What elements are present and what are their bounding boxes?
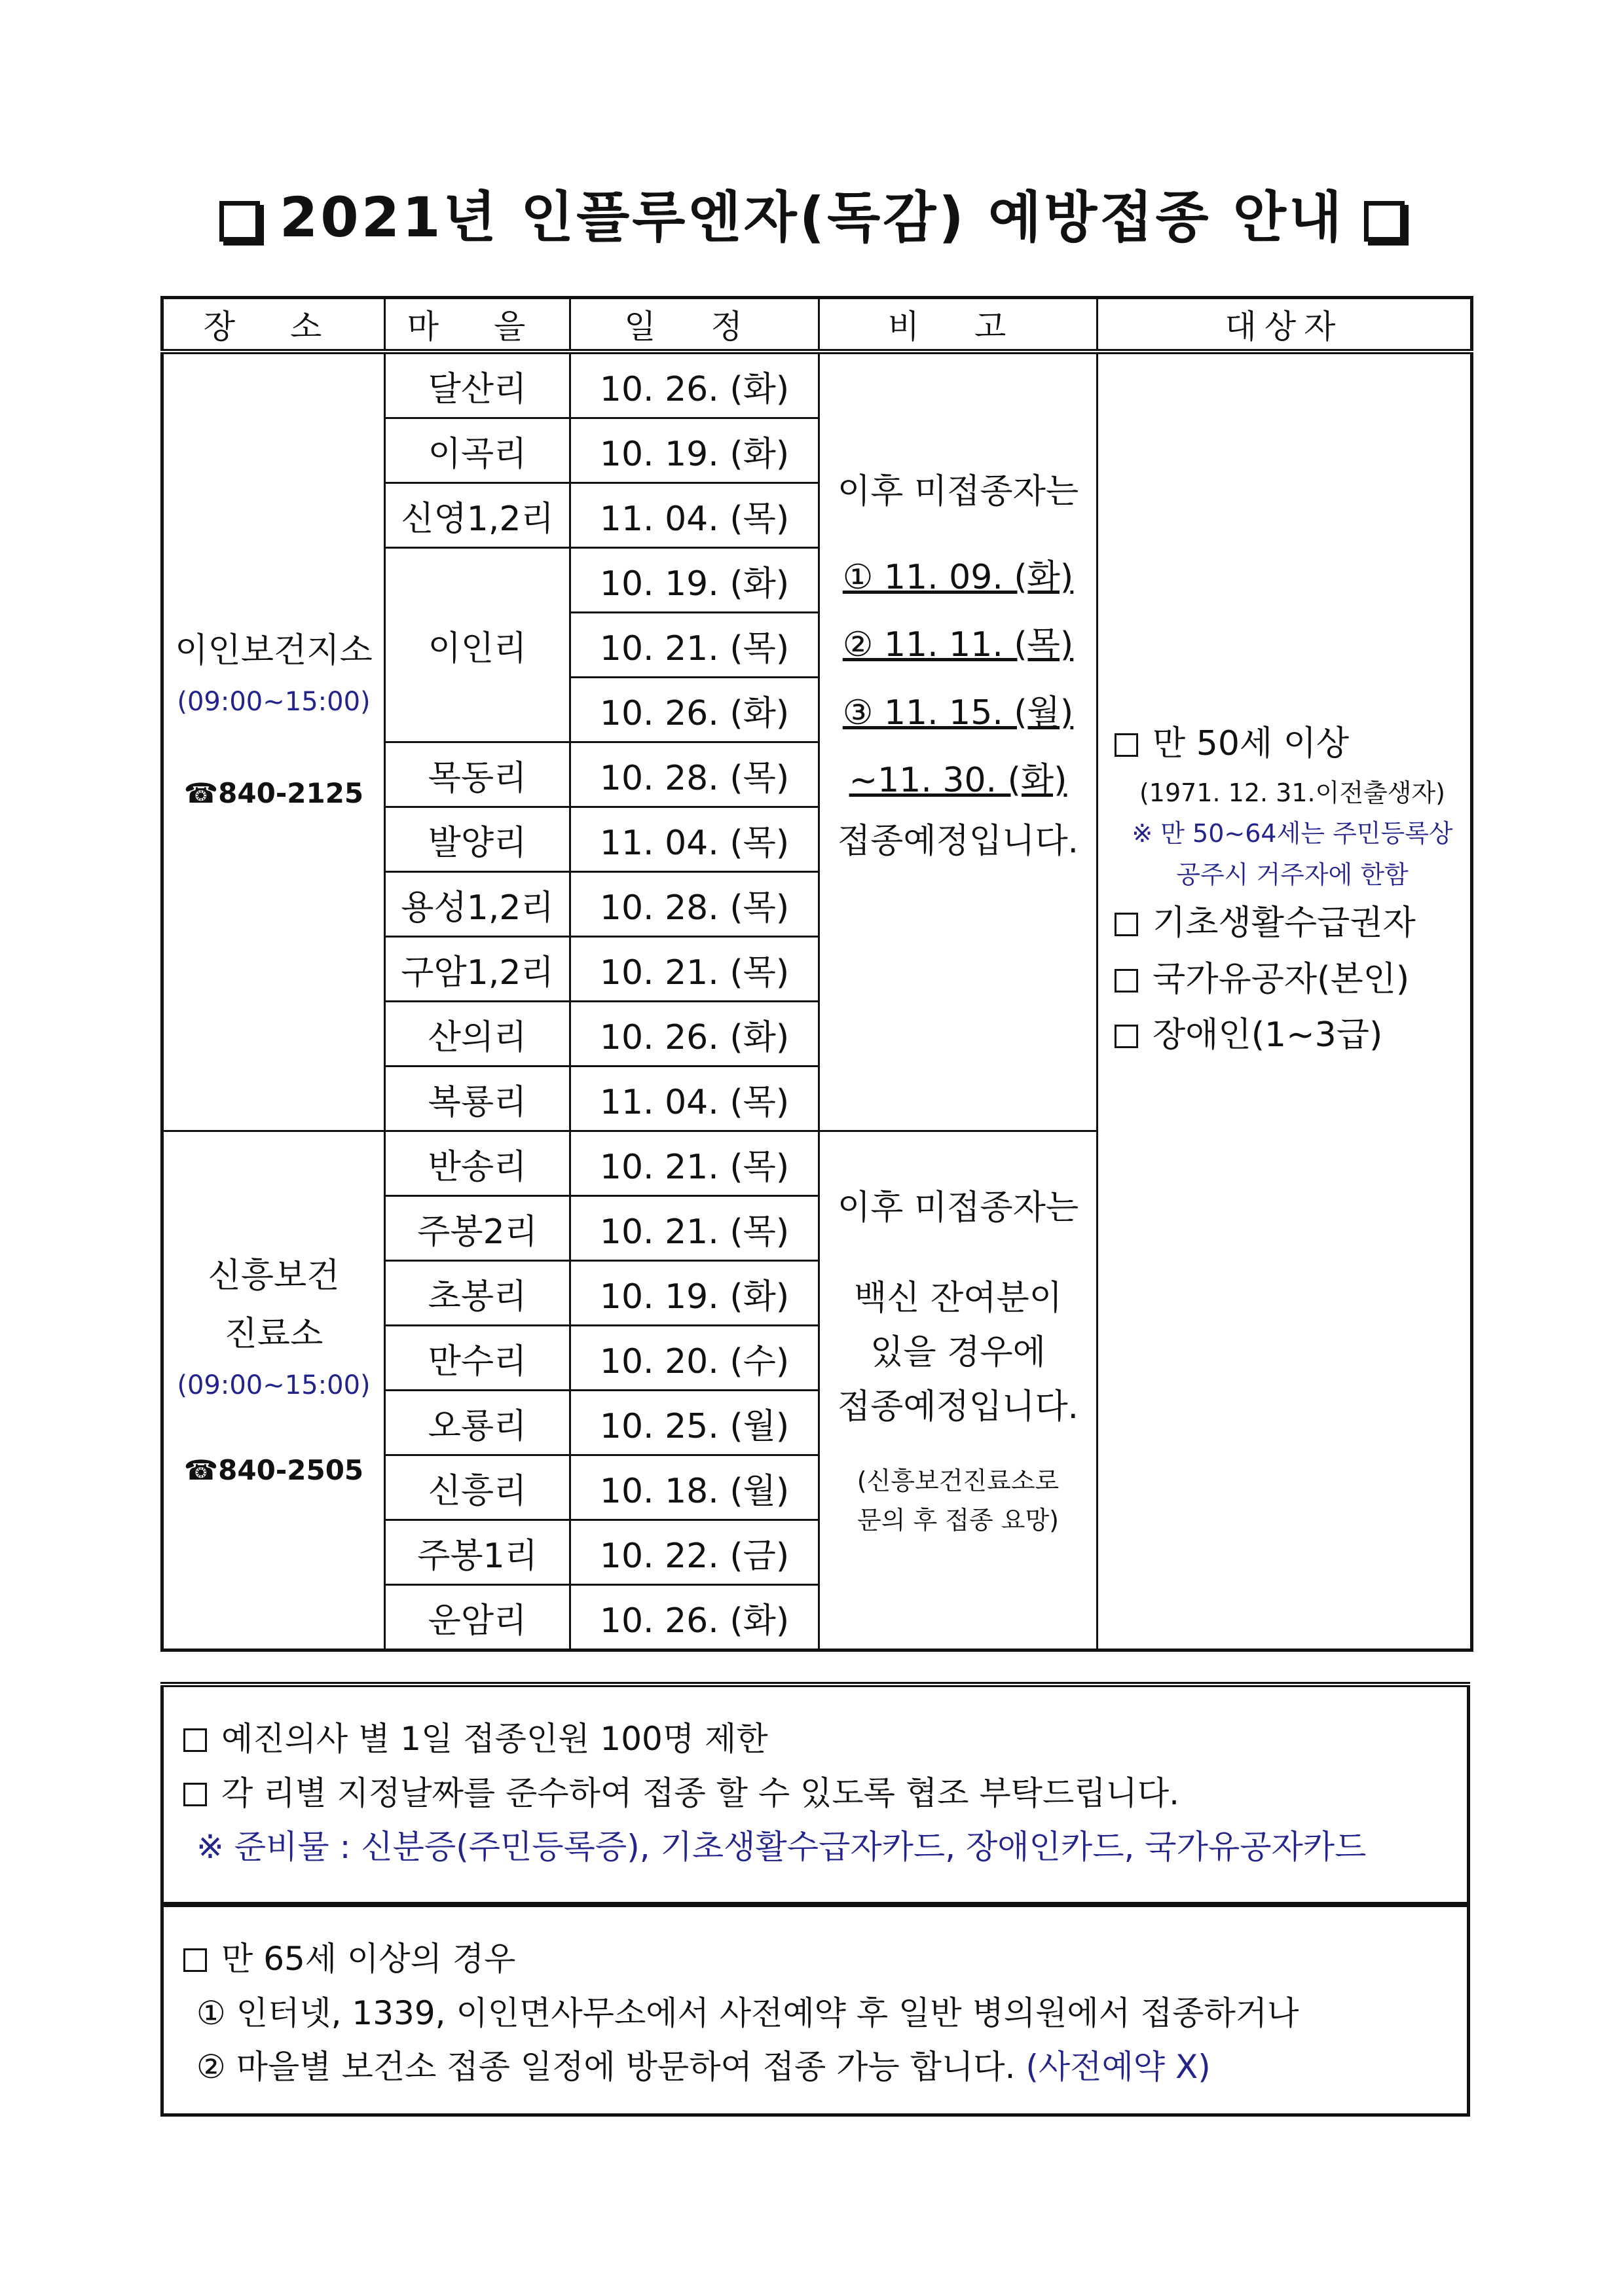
site2-hours: (09:00~15:00) (177, 1370, 371, 1401)
checkbox-icon (183, 1783, 207, 1806)
date-cell: 10. 21. (목) (570, 1196, 819, 1261)
village-cell: 신영1,2리 (385, 483, 570, 548)
village-cell: 오룡리 (385, 1391, 570, 1455)
village-cell: 이곡리 (385, 418, 570, 483)
header-place: 장 소 (162, 298, 385, 352)
village-cell: 반송리 (385, 1131, 570, 1196)
date-cell: 10. 26. (화) (570, 678, 819, 742)
senior-section: 만 65세 이상의 경우 ① 인터넷, 1339, 이인면사무소에서 사전예약 후 일반 병의원에서 접종하거나 ② 마을별 보건소 접종 일정에 방문하여 접종 가능 합니다. (사전예약 X) (160, 1906, 1470, 2117)
site1-phone: ☎840-2125 (183, 777, 364, 809)
checkbox-icon (183, 1728, 207, 1752)
date-cell: 10. 19. (화) (570, 1261, 819, 1326)
checkbox-icon (1115, 733, 1138, 757)
village-cell: 주봉1리 (385, 1520, 570, 1585)
village-cell: 신흥리 (385, 1455, 570, 1520)
village-cell: 용성1,2리 (385, 872, 570, 937)
site1-hours: (09:00~15:00) (177, 687, 371, 717)
table-row (162, 352, 1472, 418)
date-cell: 10. 19. (화) (570, 418, 819, 483)
checkbox-icon (1115, 913, 1138, 936)
checkbox-icon (219, 201, 260, 242)
village-cell: 초봉리 (385, 1261, 570, 1326)
checkbox-icon (1115, 1025, 1138, 1048)
date-cell: 10. 21. (목) (570, 613, 819, 678)
site1-name: 이인보건지소 (175, 630, 373, 670)
notice-section: 예진의사 별 1일 접종인원 100명 제한 각 리별 지정날짜를 준수하여 접종 할 수 있도록 협조 부탁드립니다. ※ 준비물 : 신분증(주민등록증), 기초생활수급자카드, 장애인카드, 국가유공자카드 (160, 1686, 1470, 1906)
village-cell: 목동리 (385, 742, 570, 807)
target-cell: 만 50세 이상 (1971. 12. 31.이전출생자) ※ 만 50~64세는 주민등록상 공주시 거주자에 한함 기초생활수급권자 국가유공자(본인) 장애인(1~3급) (1098, 352, 1472, 1650)
site2-note: 이후 미접종자는 백신 잔여분이 있을 경우에 접종예정입니다. (신흥보건진료소로 문의 후 접종 요망) (819, 1131, 1098, 1650)
date-cell: 10. 28. (목) (570, 872, 819, 937)
village-cell: 산의리 (385, 1002, 570, 1066)
date-cell: 10. 18. (월) (570, 1455, 819, 1520)
date-cell: 11. 04. (목) (570, 807, 819, 872)
header-target: 대상자 (1098, 298, 1472, 352)
site1-note: 이후 미접종자는 ① 11. 09. (화) ② 11. 11. (목) ③ 11. 15. (월) ~11. 30. (화) 접종예정입니다. (819, 352, 1098, 1131)
date-cell: 10. 20. (수) (570, 1326, 819, 1391)
date-cell: 10. 21. (목) (570, 937, 819, 1002)
site2-phone: ☎840-2505 (183, 1454, 364, 1487)
checkbox-icon (1364, 201, 1405, 242)
village-cell: 만수리 (385, 1326, 570, 1391)
schedule-table (160, 296, 1473, 1652)
date-cell: 10. 21. (목) (570, 1131, 819, 1196)
village-cell: 발양리 (385, 807, 570, 872)
checkbox-icon (183, 1948, 207, 1972)
header-date: 일 정 (570, 298, 819, 352)
village-cell: 주봉2리 (385, 1196, 570, 1261)
header-village: 마 을 (385, 298, 570, 352)
date-cell: 10. 26. (화) (570, 1585, 819, 1650)
village-cell: 구암1,2리 (385, 937, 570, 1002)
date-cell: 10. 26. (화) (570, 352, 819, 418)
site2-name-2: 진료소 (224, 1314, 323, 1354)
site2-cell (162, 1131, 385, 1650)
village-cell: 복룡리 (385, 1066, 570, 1131)
date-cell: 10. 22. (금) (570, 1520, 819, 1585)
checkbox-icon (1115, 969, 1138, 993)
table-header-row (162, 298, 1472, 352)
site1-cell (162, 352, 385, 1131)
header-note: 비 고 (819, 298, 1098, 352)
date-cell: 11. 04. (목) (570, 1066, 819, 1131)
site2-name-1: 신흥보건 (208, 1256, 340, 1296)
village-cell: 달산리 (385, 352, 570, 418)
date-cell: 10. 28. (목) (570, 742, 819, 807)
village-cell: 이인리 (385, 548, 570, 742)
page-title: 2021년 인플루엔자(독감) 예방접종 안내 (0, 173, 1624, 253)
date-cell: 11. 04. (목) (570, 483, 819, 548)
village-cell: 운암리 (385, 1585, 570, 1650)
date-cell: 10. 19. (화) (570, 548, 819, 613)
date-cell: 10. 25. (월) (570, 1391, 819, 1455)
date-cell: 10. 26. (화) (570, 1002, 819, 1066)
